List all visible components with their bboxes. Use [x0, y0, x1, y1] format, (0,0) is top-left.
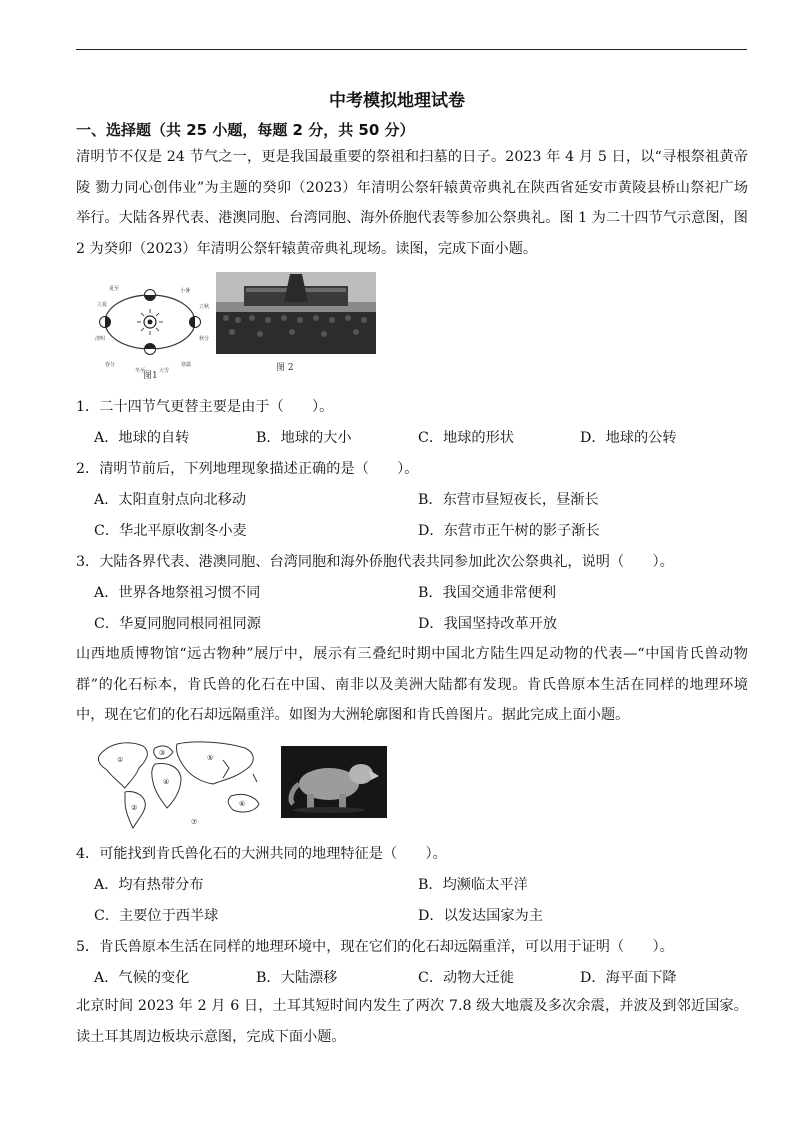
q1-option-b[interactable]: B．地球的大小	[256, 430, 352, 446]
passage-3: 北京时间 2023 年 2 月 6 日，土耳其短时间内发生了两次 7.8 级大地震及多次余震，并波及到邻近国家。读土耳其周边板块示意图，完成下面小题。	[76, 998, 748, 1045]
svg-text:小暑: 小暑	[180, 288, 191, 294]
orbit-diagram	[95, 280, 213, 382]
ceremony-photo	[216, 272, 376, 354]
section-heading: 一、选择题（共 25 小题，每题 2 分，共 50 分）	[76, 121, 415, 139]
q5-option-d[interactable]: D．海平面下降	[580, 970, 677, 986]
q3-option-d[interactable]: D．我国坚持改革开放	[418, 616, 558, 632]
ceremony-photo-figure	[216, 272, 376, 376]
continent-label-7: ⑦	[191, 818, 198, 826]
q2-option-d[interactable]: D．东营市正午树的影子渐长	[418, 523, 600, 539]
question-1-stem: 1．二十四节气更替主要是由于（ ）。	[76, 399, 334, 415]
question-3-stem: 3．大陆各界代表、港澳同胞、台湾同胞和海外侨胞代表共同参加此次公祭典礼，说明（ ）。	[76, 554, 674, 570]
q4-option-b[interactable]: B．均濒临太平洋	[418, 877, 528, 893]
continent-label-1: ①	[117, 756, 124, 764]
svg-text:秋分: 秋分	[199, 336, 210, 342]
continent-label-2: ②	[131, 804, 138, 812]
svg-text:春分: 春分	[105, 362, 116, 368]
continent-label-3: ③	[159, 749, 166, 757]
figure-2-caption: 图 2	[276, 363, 294, 373]
page-title: 中考模拟地理试卷	[329, 91, 465, 111]
q3-option-c[interactable]: C．华夏同胞同根同祖同源	[94, 616, 261, 632]
continent-label-4: ④	[163, 778, 170, 786]
q3-option-a[interactable]: A．世界各地祭祖习惯不同	[94, 585, 261, 601]
q1-option-d[interactable]: D．地球的公转	[580, 430, 677, 446]
svg-text:立秋: 立秋	[199, 304, 210, 310]
q5-option-a[interactable]: A．气候的变化	[94, 970, 190, 986]
continent-outline-map	[95, 738, 281, 832]
svg-text:大雪: 大雪	[159, 368, 170, 374]
q2-option-b[interactable]: B．东营市昼短夜长，昼渐长	[418, 492, 599, 508]
q3-option-b[interactable]: B．我国交通非常便利	[418, 585, 557, 601]
q2-option-c[interactable]: C．华北平原收割冬小麦	[94, 523, 247, 539]
continent-label-5: ⑤	[207, 754, 214, 762]
passage-2: 山西地质博物馆“远古物种”展厅中，展示有三叠纪时期中国北方陆生四足动物的代表—“中国肯氏兽动物群”的化石标本，肯氏兽的化石在中国、南非以及美洲大陆都有发现。肯氏兽原本生活在同样的地理环境中，现在它们的化石却远隔重洋。如图为大洲轮廓图和肯氏兽图片。据此完成上面小题。	[76, 646, 748, 724]
continent-map	[95, 738, 281, 832]
q1-option-c[interactable]: C．地球的形状	[418, 430, 514, 446]
q4-option-c[interactable]: C．主要位于西半球	[94, 908, 219, 924]
svg-text:冬至: 冬至	[135, 368, 146, 374]
q2-option-a[interactable]: A．太阳直射点向北移动	[94, 492, 247, 508]
passage-1: 清明节不仅是 24 节气之一，更是我国最重要的祭祖和扫墓的日子。2023 年 4 月 5 日，以“寻根祭祖黄帝陵 勠力同心创伟业”为主题的癸卯（2023）年清明公祭轩辕黄帝典礼在陕西省延安市黄陵县桥山祭祀广场举行。大陆各界代表、港澳同胞、台湾同胞、海外侨胞代表等参加公祭典礼。图 1 为二十四节气示意图，图 2 为癸卯（2023）年清明公祭轩辕黄帝典礼现场。读图，完成下面小题。	[76, 149, 748, 257]
q4-option-a[interactable]: A．均有热带分布	[94, 877, 204, 893]
fossil-animal-photo	[281, 746, 387, 818]
q4-option-d[interactable]: D．以发达国家为主	[418, 908, 543, 924]
continent-label-6: ⑥	[239, 800, 246, 808]
q5-option-c[interactable]: C．动物大迁徙	[418, 970, 514, 986]
q5-option-b[interactable]: B．大陆漂移	[256, 970, 338, 986]
svg-text:清明: 清明	[95, 336, 106, 342]
question-2-stem: 2．清明节前后，下列地理现象描述正确的是（ ）。	[76, 461, 419, 477]
svg-text:夏至: 夏至	[109, 286, 120, 292]
question-4-stem: 4．可能找到肯氏兽化石的大洲共同的地理特征是（ ）。	[76, 846, 447, 862]
solar-terms-figure	[95, 280, 213, 382]
svg-text:寒露: 寒露	[181, 362, 192, 368]
figure-1-caption: 图1	[143, 371, 158, 381]
svg-text:立夏: 立夏	[97, 302, 108, 308]
q1-option-a[interactable]: A．地球的自转	[94, 430, 190, 446]
top-rule	[76, 49, 747, 50]
kannemeyeria-photo	[281, 746, 387, 818]
question-5-stem: 5．肯氏兽原本生活在同样的地理环境中，现在它们的化石却远隔重洋，可以用于证明（ ）。	[76, 939, 674, 955]
